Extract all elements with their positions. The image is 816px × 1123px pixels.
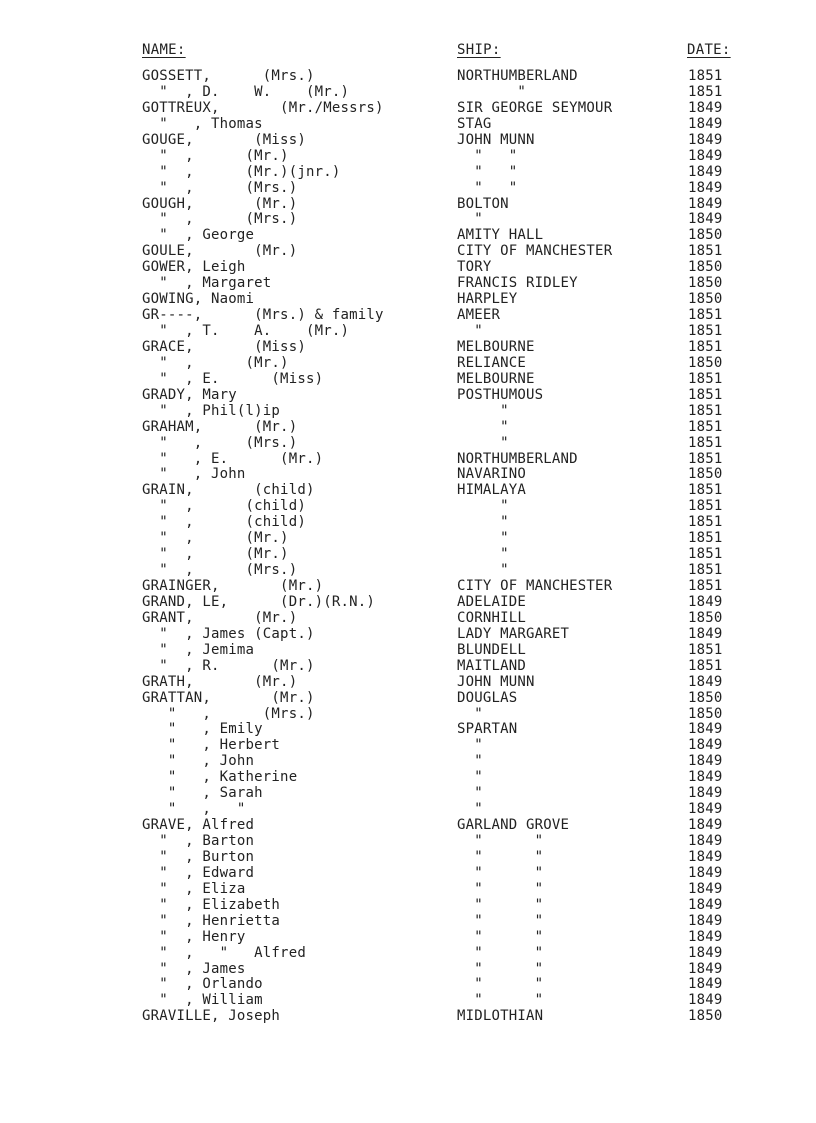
date-cell: 1849 (688, 195, 723, 212)
date-cell: 1851 (688, 83, 723, 100)
ship-cell: " (457, 323, 483, 339)
date-cell: 1851 (688, 402, 723, 419)
name-cell: " , Thomas (142, 115, 263, 132)
name-cell: " , William (142, 992, 263, 1009)
table-row (0, 466, 816, 482)
date-cell: 1851 (688, 498, 723, 515)
ship-cell: " " (457, 896, 544, 913)
ship-cell: GARLAND GROVE (457, 817, 570, 834)
ship-cell: " " (457, 848, 544, 865)
date-cell: 1850 (688, 1008, 723, 1025)
date-cell: 1851 (688, 562, 723, 579)
name-column-header: NAME: (142, 42, 186, 58)
name-cell: " , T. A. (Mr.) (142, 323, 350, 339)
name-cell: " , Elizabeth (142, 896, 281, 913)
name-cell: " , (Mr.) (142, 546, 289, 563)
date-cell: 1850 (688, 609, 723, 626)
name-cell: " , (Mr.)(jnr.) (142, 163, 341, 180)
date-cell: 1849 (688, 960, 723, 977)
name-cell: GRADY, Mary (142, 386, 237, 403)
table-row (0, 961, 816, 977)
table-row (0, 1008, 816, 1024)
date-cell: 1849 (688, 928, 723, 945)
table-row (0, 100, 816, 116)
name-cell: " , (Mrs.) (142, 562, 298, 579)
table-row (0, 451, 816, 467)
date-cell: 1850 (688, 291, 723, 308)
date-cell: 1850 (688, 466, 723, 483)
name-cell: GRAHAM, (Mr.) (142, 418, 298, 435)
table-row (0, 355, 816, 371)
table-row (0, 291, 816, 307)
name-cell: " , (Mrs.) (142, 705, 315, 722)
date-cell: 1849 (688, 864, 723, 881)
ship-cell: " " (457, 960, 544, 977)
name-cell: " , Henrietta (142, 912, 281, 929)
ship-cell: " (457, 402, 509, 419)
date-cell: 1849 (688, 673, 723, 690)
date-cell: 1849 (688, 131, 723, 148)
table-row (0, 339, 816, 355)
date-cell: 1849 (688, 721, 723, 738)
ship-cell: " (457, 737, 483, 754)
ship-cell: AMEER (457, 307, 501, 324)
name-cell: " , James (Capt.) (142, 625, 315, 642)
table-row (0, 913, 816, 929)
table-row (0, 84, 816, 100)
ship-column-header: SHIP: (457, 42, 501, 58)
table-row (0, 992, 816, 1008)
name-cell: " , (Mr.) (142, 147, 289, 164)
name-cell: GRAINGER, (Mr.) (142, 578, 324, 594)
name-cell: GRACE, (Miss) (142, 338, 306, 355)
ship-cell: NORTHUMBERLAND (457, 68, 578, 84)
name-cell: " , Sarah (142, 785, 263, 802)
table-row (0, 594, 816, 610)
name-cell: " , E. (Miss) (142, 370, 324, 387)
name-cell: " , George (142, 227, 255, 244)
date-cell: 1850 (688, 354, 723, 371)
table-row (0, 897, 816, 913)
name-cell: " , (child) (142, 498, 306, 515)
table-row (0, 706, 816, 722)
date-cell: 1849 (688, 737, 723, 754)
date-cell: 1850 (688, 689, 723, 706)
date-cell: 1849 (688, 163, 723, 180)
table-row (0, 690, 816, 706)
ship-cell: " (457, 530, 509, 547)
date-cell: 1850 (688, 259, 723, 276)
name-cell: " , Edward (142, 864, 255, 881)
date-cell: 1849 (688, 817, 723, 834)
table-row (0, 530, 816, 546)
ship-cell: HIMALAYA (457, 482, 527, 499)
ship-cell: " (457, 211, 483, 228)
ship-cell: " (457, 705, 483, 722)
table-row (0, 498, 816, 514)
ship-cell: " (457, 514, 509, 531)
table-row (0, 658, 816, 674)
table-row (0, 419, 816, 435)
ship-cell: " " (457, 944, 544, 961)
ship-cell: CORNHILL (457, 609, 527, 626)
date-cell: 1849 (688, 896, 723, 913)
table-row (0, 562, 816, 578)
ship-cell: FRANCIS RIDLEY (457, 275, 578, 292)
date-cell: 1851 (688, 338, 723, 355)
date-cell: 1849 (688, 912, 723, 929)
date-cell: 1849 (688, 99, 723, 116)
ship-cell: " " (457, 976, 544, 993)
ship-cell: " (457, 801, 483, 818)
name-cell: " , D. W. (Mr.) (142, 83, 350, 100)
date-cell: 1851 (688, 641, 723, 658)
date-cell: 1850 (688, 275, 723, 292)
table-row (0, 674, 816, 690)
name-cell: " , (child) (142, 514, 306, 531)
ship-cell: SIR GEORGE SEYMOUR (457, 99, 613, 116)
table-row (0, 849, 816, 865)
table-row (0, 371, 816, 387)
table-row (0, 546, 816, 562)
ship-cell: POSTHUMOUS (457, 386, 544, 403)
date-cell: 1849 (688, 833, 723, 849)
name-cell: " , E. (Mr.) (142, 450, 324, 467)
date-cell: 1851 (688, 434, 723, 451)
ship-cell: " (457, 753, 483, 770)
name-cell: " , Burton (142, 848, 255, 865)
ship-cell: SPARTAN (457, 721, 518, 738)
name-cell: GRAVE, Alfred (142, 817, 255, 834)
table-row (0, 514, 816, 530)
ship-cell: " " (457, 147, 518, 164)
table-row (0, 626, 816, 642)
name-cell: " , " Alfred (142, 944, 306, 961)
name-cell: " , Phil(l)ip (142, 402, 281, 419)
ship-cell: BLUNDELL (457, 641, 527, 658)
name-cell: " , Margaret (142, 275, 272, 292)
date-cell: 1851 (688, 418, 723, 435)
table-row (0, 387, 816, 403)
table-row (0, 307, 816, 323)
table-row (0, 881, 816, 897)
ship-cell: JOHN MUNN (457, 131, 535, 148)
table-row (0, 785, 816, 801)
ship-cell: MAITLAND (457, 657, 527, 674)
name-cell: GRAND, LE, (Dr.)(R.N.) (142, 593, 375, 610)
name-cell: GRAVILLE, Joseph (142, 1008, 281, 1025)
date-cell: 1850 (688, 227, 723, 244)
name-cell: " , Orlando (142, 976, 263, 993)
ship-cell: " (457, 83, 527, 100)
table-row (0, 164, 816, 180)
ship-cell: MELBOURNE (457, 338, 535, 355)
ship-cell: MELBOURNE (457, 370, 535, 387)
table-row (0, 259, 816, 275)
name-cell: " , Emily (142, 721, 263, 738)
ship-cell: HARPLEY (457, 291, 518, 308)
table-row (0, 148, 816, 164)
ship-cell: " " (457, 992, 544, 1009)
name-cell: GOUGE, (Miss) (142, 131, 306, 148)
name-cell: " , (Mrs.) (142, 434, 298, 451)
ship-cell: " " (457, 864, 544, 881)
date-cell: 1849 (688, 880, 723, 897)
table-row (0, 769, 816, 785)
date-cell: 1851 (688, 68, 723, 84)
date-cell: 1851 (688, 323, 723, 339)
name-cell: " , Barton (142, 833, 255, 849)
ship-cell: " " (457, 880, 544, 897)
name-cell: " , James (142, 960, 246, 977)
name-cell: GOUGH, (Mr.) (142, 195, 298, 212)
table-row (0, 275, 816, 291)
ship-cell: " (457, 769, 483, 786)
table-row (0, 801, 816, 817)
ship-cell: JOHN MUNN (457, 673, 535, 690)
table-row (0, 227, 816, 243)
table-row (0, 817, 816, 833)
date-cell: 1851 (688, 514, 723, 531)
date-cell: 1849 (688, 944, 723, 961)
table-row (0, 211, 816, 227)
table-row (0, 435, 816, 451)
table-row (0, 116, 816, 132)
ship-cell: " (457, 434, 509, 451)
date-cell: 1849 (688, 976, 723, 993)
column-header-row (0, 42, 816, 62)
table-row (0, 642, 816, 658)
name-cell: GOSSETT, (Mrs.) (142, 68, 315, 84)
name-cell: " , R. (Mr.) (142, 657, 315, 674)
date-cell: 1850 (688, 705, 723, 722)
table-row (0, 243, 816, 259)
name-cell: " , Eliza (142, 880, 246, 897)
date-cell: 1849 (688, 992, 723, 1009)
date-cell: 1849 (688, 801, 723, 818)
table-row (0, 578, 816, 594)
name-cell: " , John (142, 753, 255, 770)
name-cell: " , Jemima (142, 641, 255, 658)
name-cell: " , (Mr.) (142, 530, 289, 547)
ship-cell: CITY OF MANCHESTER (457, 578, 613, 594)
ship-cell: BOLTON (457, 195, 509, 212)
ship-cell: " " (457, 833, 544, 849)
name-cell: " , (Mr.) (142, 354, 289, 371)
name-cell: GRANT, (Mr.) (142, 609, 298, 626)
table-row (0, 833, 816, 849)
ship-cell: TORY (457, 259, 492, 276)
ship-cell: AMITY HALL (457, 227, 544, 244)
ship-cell: " (457, 546, 509, 563)
table-row (0, 865, 816, 881)
name-cell: " , John (142, 466, 246, 483)
table-row (0, 737, 816, 753)
name-cell: GRAIN, (child) (142, 482, 315, 499)
ship-cell: NAVARINO (457, 466, 527, 483)
ship-cell: " (457, 418, 509, 435)
ship-cell: " " (457, 179, 518, 196)
date-cell: 1849 (688, 147, 723, 164)
table-row (0, 323, 816, 339)
date-cell: 1851 (688, 657, 723, 674)
date-column-header: DATE: (687, 42, 731, 58)
table-row (0, 403, 816, 419)
date-cell: 1851 (688, 307, 723, 324)
date-cell: 1849 (688, 115, 723, 132)
name-cell: " , Herbert (142, 737, 281, 754)
date-cell: 1851 (688, 482, 723, 499)
table-row (0, 610, 816, 626)
ship-cell: " " (457, 912, 544, 929)
table-row (0, 945, 816, 961)
date-cell: 1851 (688, 546, 723, 563)
ship-cell: LADY MARGARET (457, 625, 570, 642)
ship-cell: STAG (457, 115, 492, 132)
date-cell: 1851 (688, 386, 723, 403)
date-cell: 1849 (688, 211, 723, 228)
date-cell: 1849 (688, 625, 723, 642)
ship-cell: DOUGLAS (457, 689, 518, 706)
date-cell: 1851 (688, 450, 723, 467)
table-row (0, 132, 816, 148)
name-cell: " , Henry (142, 928, 246, 945)
table-row (0, 180, 816, 196)
name-cell: GR----, (Mrs.) & family (142, 307, 384, 324)
ship-cell: CITY OF MANCHESTER (457, 243, 613, 260)
ship-cell: " " (457, 928, 544, 945)
ship-cell: " (457, 785, 483, 802)
ship-cell: RELIANCE (457, 354, 527, 371)
date-cell: 1851 (688, 530, 723, 547)
date-cell: 1849 (688, 785, 723, 802)
table-row (0, 196, 816, 212)
name-cell: " , (Mrs.) (142, 179, 298, 196)
ship-cell: " " (457, 163, 518, 180)
date-cell: 1849 (688, 753, 723, 770)
ship-cell: " (457, 498, 509, 515)
table-row (0, 753, 816, 769)
date-cell: 1849 (688, 179, 723, 196)
date-cell: 1849 (688, 769, 723, 786)
table-row (0, 976, 816, 992)
passenger-list (0, 68, 816, 1024)
name-cell: " , (Mrs.) (142, 211, 298, 228)
name-cell: " , " (142, 801, 246, 818)
ship-cell: NORTHUMBERLAND (457, 450, 578, 467)
date-cell: 1851 (688, 370, 723, 387)
date-cell: 1849 (688, 593, 723, 610)
name-cell: GOTTREUX, (Mr./Messrs) (142, 99, 384, 116)
table-row (0, 721, 816, 737)
name-cell: GRATH, (Mr.) (142, 673, 298, 690)
table-row (0, 68, 816, 84)
ship-cell: MIDLOTHIAN (457, 1008, 544, 1025)
date-cell: 1851 (688, 578, 723, 594)
name-cell: GOWING, Naomi (142, 291, 255, 308)
name-cell: GRATTAN, (Mr.) (142, 689, 315, 706)
table-row (0, 482, 816, 498)
name-cell: " , Katherine (142, 769, 298, 786)
ship-cell: " (457, 562, 509, 579)
table-row (0, 929, 816, 945)
date-cell: 1851 (688, 243, 723, 260)
ship-cell: ADELAIDE (457, 593, 527, 610)
name-cell: GOULE, (Mr.) (142, 243, 298, 260)
date-cell: 1849 (688, 848, 723, 865)
name-cell: GOWER, Leigh (142, 259, 246, 276)
